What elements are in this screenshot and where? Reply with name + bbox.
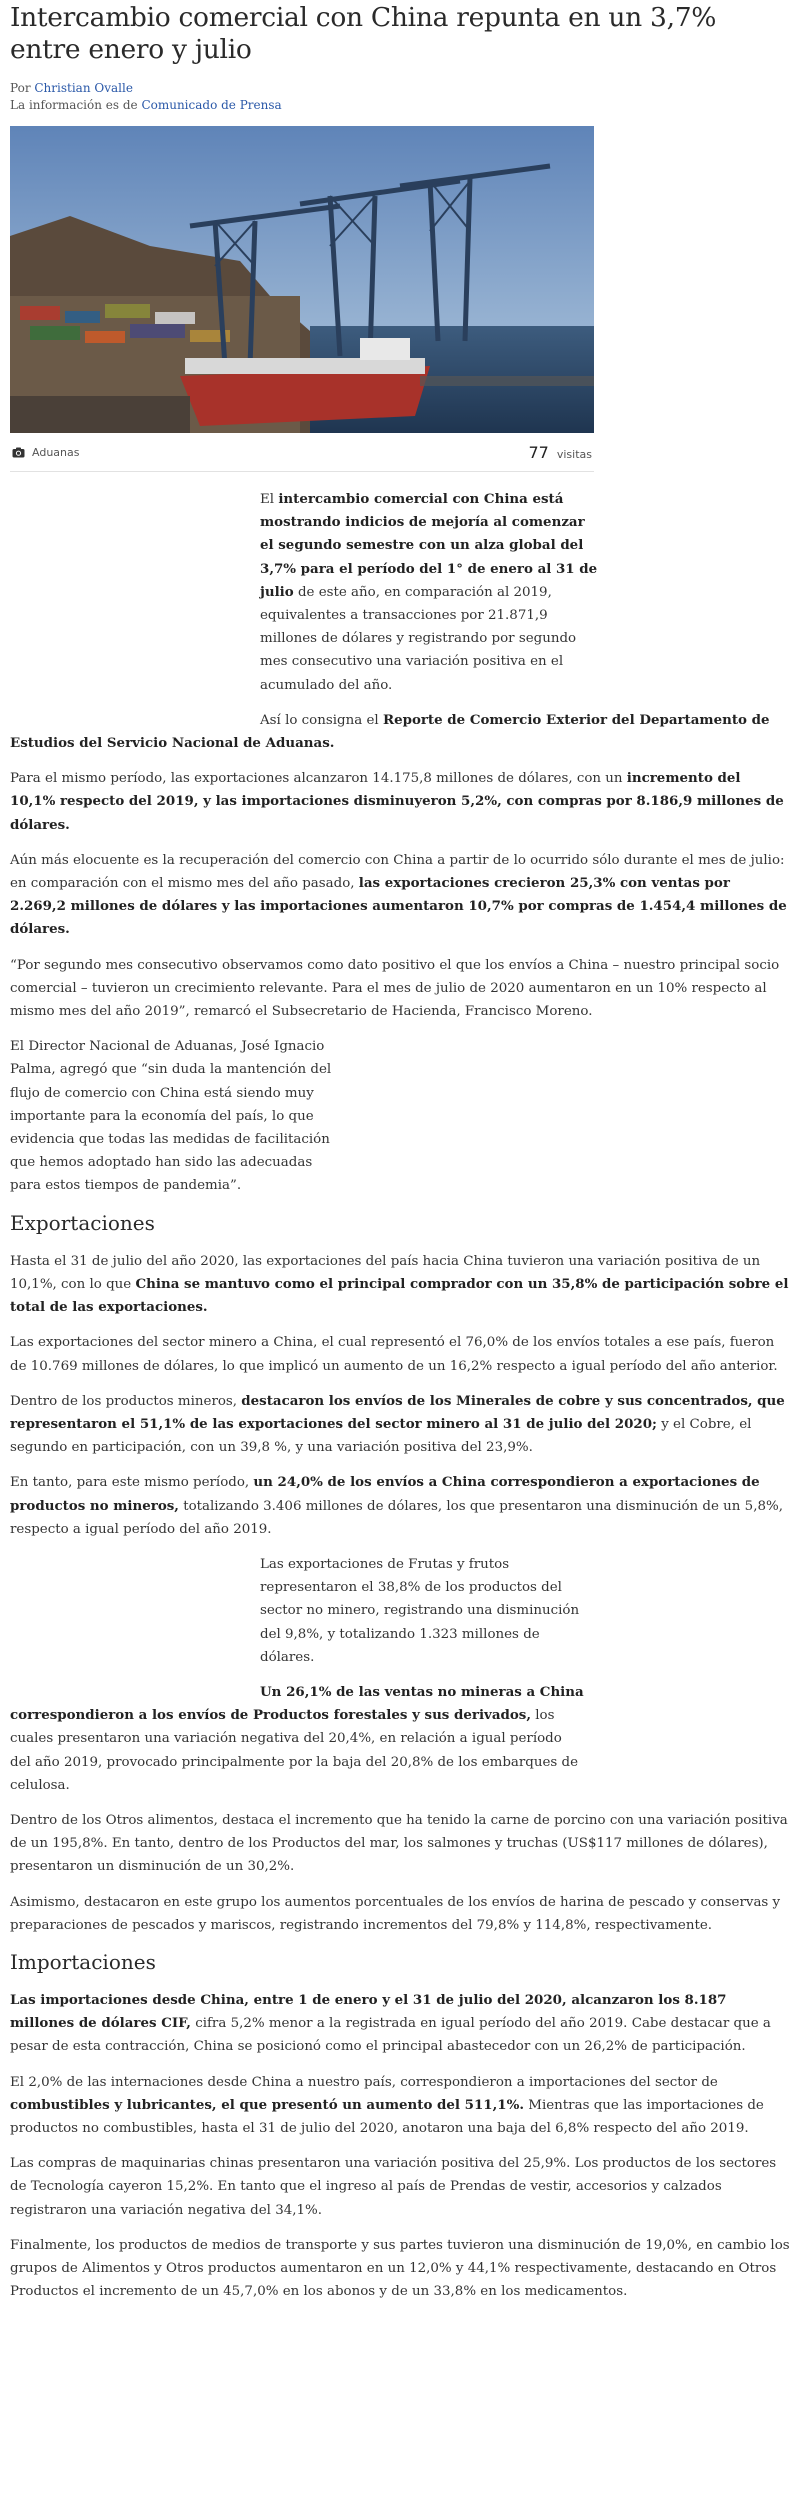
bold-text: destacaron los envíos de los Minerales de cobre y sus concentrados, que representaron el 51,1% de las exportaciones del sector minero al 31 de julio del 2020;: [10, 1392, 785, 1432]
text-run: cifra 5,2% menor a la registrada en igual período del año 2019. Cabe destacar que a pesar de esta contracción, China se posicionó como el principal abastecedor con un 26,2% de participación.: [10, 2016, 771, 2055]
text-run: Las exportaciones del sector minero a China, el cual representó el 76,0% de los envíos totales a ese país, fueron de 10.769 millones de dólares, lo que implicó un aumento de un 16,2% respecto a igual período del año anterior.: [10, 1335, 778, 1374]
text-run: El: [260, 492, 279, 507]
paragraph: [10, 849, 790, 942]
visits-count: 77: [528, 442, 549, 462]
paragraph: [260, 1553, 598, 1669]
bold-text: Reporte de Comercio Exterior del Departamento de Estudios del Servicio Nacional de Aduanas.: [10, 711, 770, 752]
text-run: los cuales presentaron una variación negativa del 20,4%, en relación a igual período del año 2019, provocado principalmente por la baja del 20,8% de los embarques de celulosa.: [10, 1708, 579, 1793]
author-link[interactable]: Christian Ovalle: [34, 81, 133, 95]
paragraph: [10, 1681, 585, 1797]
paragraph: [10, 2234, 790, 2304]
bold-text: combustibles y lubricantes, el que presentó un aumento del 511,1%.: [10, 2096, 524, 2113]
text-run: Mientras que las importaciones de productos no combustibles, hasta el 31 de julio del 2020, anotaron una baja del 6,8% respecto del año 2019.: [10, 2097, 764, 2136]
text-run: Finalmente, los productos de medios de transporte y sus partes tuvieron una disminución de 19,0%, en cambio los grupos de Alimentos y Otros productos aumentaron en un 12,0% y 44,1% respectivamente, destacando en Otros Productos el incremento de un 45,7,0% en los abonos y de un 33,8% en los medicamentos.: [10, 2237, 790, 2300]
paragraph: [10, 767, 790, 837]
paragraph: [10, 2152, 790, 2222]
bold-text: intercambio comercial con China está mostrando indicios de mejoría al comenzar el segundo semestre con un alza global del 3,7% para el período del 1° de enero al 31 de julio: [260, 491, 598, 600]
text-run: Las exportaciones de Frutas y frutos representaron el 38,8% de los productos del sector no minero, registrando una disminución del 9,8%, y totalizando 1.323 millones de dólares.: [260, 1556, 580, 1665]
paragraph: [10, 2071, 790, 2141]
byline: Por Christian Ovalle: [10, 81, 133, 95]
source-line: La información es de Comunicado de Prensa: [10, 98, 282, 112]
bold-text: China se mantuvo como el principal comprador con un 35,8% de participación sobre el total de las exportaciones.: [10, 1275, 789, 1316]
caption-text: Aduanas: [32, 445, 80, 459]
paragraph: [10, 1250, 790, 1320]
image-caption-bar: [10, 433, 594, 472]
text-run: Las compras de maquinarias chinas presentaron una variación positiva del 25,9%. Los productos de los sectores de Tecnología cayeron 15,2%. En tanto que el ingreso al país de Prendas de vestir, accesorios y calzados registraron una variación negativa del 34,1%.: [10, 2156, 777, 2218]
paragraph: [10, 1809, 790, 1879]
bold-text: Las importaciones desde China, entre 1 de enero y el 31 de julio del 2020, alcanzaron los 8.187 millones de dólares CIF,: [10, 1991, 727, 2032]
bold-text: un 24,0% de los envíos a China correspondieron a exportaciones de productos no mineros,: [10, 1474, 760, 1514]
camera-icon: [12, 447, 25, 458]
visits-label: visitas: [556, 447, 592, 461]
text-run: El 2,0% de las internaciones desde China a nuestro país, correspondieron a importaciones del sector de: [10, 2074, 718, 2090]
section-heading-importaciones: Importaciones: [10, 1949, 156, 1974]
text-run: Dentro de los productos mineros,: [10, 1393, 242, 1409]
paragraph: [10, 709, 790, 755]
paragraph: [260, 488, 598, 697]
text-run: Hasta el 31 de julio del año 2020, las exportaciones del país hacia China tuvieron una variación positiva de un 10,1%, con lo que: [10, 1253, 761, 1292]
text-run: El Director Nacional de Aduanas, José Ignacio Palma, agregó que “sin duda la mantención del flujo de comercio con China está siendo muy importante para la economía del país, lo que evidencia que todas las medidas de facilitación que hemos adoptado han sido las adecuadas para estos tiempos de pandemia”.: [10, 1039, 332, 1194]
text-run: y el Cobre, el segundo en participación, con un 39,8 %, y una variación positiva del 23,9%.: [10, 1416, 752, 1456]
paragraph: [10, 1390, 790, 1460]
paragraph: [10, 1989, 790, 2059]
visits-counter: [529, 443, 595, 462]
paragraph: [10, 1331, 790, 1377]
port-cranes-image: [10, 126, 594, 433]
paragraph: [10, 954, 790, 1024]
hero-image: [10, 126, 594, 433]
article-body: [10, 488, 790, 2303]
source-link[interactable]: Comunicado de Prensa: [141, 98, 282, 112]
paragraph: [10, 1471, 790, 1541]
text-run: totalizando 3.406 millones de dólares, los que presentaron una disminución de un 5,8%, respecto a igual período del año 2019.: [10, 1498, 783, 1537]
text-run: Así lo consigna el: [260, 712, 383, 728]
text-run: Dentro de los Otros alimentos, destaca el incremento que ha tenido la carne de porcino con una variación positiva de un 195,8%. En tanto, dentro de los Productos del mar, los salmones y truchas (US$117 millones de dólares), presentaron un disminución de un 30,2%.: [10, 1812, 788, 1875]
section-heading-exportaciones: Exportaciones: [10, 1210, 155, 1235]
bold-text: incremento del 10,1% respecto del 2019, y las importaciones disminuyeron 5,2%, con compras por 8.186,9 millones de dólares.: [10, 770, 784, 833]
text-run: Aún más elocuente es la recuperación del comercio con China a partir de lo ocurrido sólo durante el mes de julio: en comparación con el mismo mes del año pasado,: [10, 852, 785, 892]
article-meta: [10, 80, 790, 114]
bold-text: las exportaciones crecieron 25,3% con ventas por 2.269,2 millones de dólares y las importaciones aumentaron 10,7% por compras de 1.454,4 millones de dólares.: [10, 875, 787, 938]
text-run: de este año, en comparación al 2019, equivalentes a transacciones por 21.871,9 millones de dólares y registrando por segundo mes consecutivo una variación positiva en el acumulado del año.: [260, 584, 577, 693]
bold-text: Un 26,1% de las ventas no mineras a China correspondieron a los envíos de Productos forestales y sus derivados,: [10, 1683, 584, 1724]
text-run: “Por segundo mes consecutivo observamos como dato positivo el que los envíos a China – nuestro principal socio comercial – tuvieron un crecimiento relevante. Para el mes de julio de 2020 aumentaron en un 10% respecto al mismo mes del año 2019”, remarcó el Subsecretario de Hacienda, Francisco Moreno.: [10, 957, 780, 1020]
text-run: En tanto, para este mismo período,: [10, 1475, 254, 1491]
article-title: Intercambio comercial con China repunta en un 3,7% entre enero y julio: [10, 2, 717, 65]
paragraph: [10, 1035, 340, 1197]
text-run: Asimismo, destacaron en este grupo los aumentos porcentuales de los envíos de harina de pescado y conservas y preparaciones de pescados y mariscos, registrando incrementos del 79,8% y 114,8%, respectivamente.: [10, 1894, 781, 1933]
text-run: Para el mismo período, las exportaciones alcanzaron 14.175,8 millones de dólares, con un: [10, 771, 627, 787]
image-caption: [10, 446, 79, 459]
paragraph: [10, 1891, 790, 1937]
